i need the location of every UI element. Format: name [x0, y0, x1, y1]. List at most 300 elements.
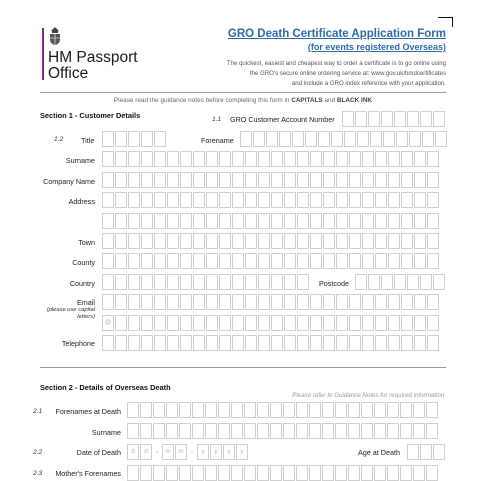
- character-box[interactable]: [336, 213, 348, 229]
- character-box[interactable]: [180, 315, 192, 331]
- character-box[interactable]: [167, 172, 179, 188]
- character-box[interactable]: [348, 465, 360, 481]
- character-box[interactable]: [396, 131, 408, 147]
- character-box[interactable]: [322, 423, 334, 439]
- character-box[interactable]: [297, 315, 309, 331]
- mother-forenames-field[interactable]: [127, 465, 438, 481]
- character-box[interactable]: [355, 111, 367, 127]
- character-box[interactable]: [362, 315, 374, 331]
- character-box[interactable]: [362, 294, 374, 310]
- character-box[interactable]: [206, 335, 218, 351]
- character-box[interactable]: [284, 274, 296, 290]
- character-box[interactable]: [374, 423, 386, 439]
- character-box[interactable]: [323, 233, 335, 249]
- character-box[interactable]: [388, 335, 400, 351]
- character-box[interactable]: [218, 465, 230, 481]
- character-box[interactable]: [388, 315, 400, 331]
- character-box[interactable]: [318, 131, 330, 147]
- character-box[interactable]: [193, 233, 205, 249]
- character-box[interactable]: [219, 253, 231, 269]
- character-box[interactable]: [102, 151, 114, 167]
- character-box[interactable]: [401, 315, 413, 331]
- character-box[interactable]: [387, 465, 399, 481]
- character-box[interactable]: [401, 172, 413, 188]
- character-box[interactable]: [297, 213, 309, 229]
- character-box[interactable]: [279, 131, 291, 147]
- character-box[interactable]: [166, 465, 178, 481]
- character-box[interactable]: [284, 192, 296, 208]
- character-box[interactable]: [323, 253, 335, 269]
- character-box[interactable]: [362, 192, 374, 208]
- character-box[interactable]: [323, 151, 335, 167]
- character-box[interactable]: [414, 151, 426, 167]
- character-box[interactable]: [336, 335, 348, 351]
- character-box[interactable]: [115, 213, 127, 229]
- character-box[interactable]: [323, 315, 335, 331]
- character-box[interactable]: [167, 192, 179, 208]
- character-box[interactable]: m: [175, 444, 187, 460]
- character-box[interactable]: [115, 151, 127, 167]
- character-box[interactable]: [192, 423, 204, 439]
- character-box[interactable]: [245, 294, 257, 310]
- character-box[interactable]: [362, 172, 374, 188]
- character-box[interactable]: [409, 131, 421, 147]
- character-box[interactable]: [245, 274, 257, 290]
- character-box[interactable]: [206, 213, 218, 229]
- character-box[interactable]: [426, 402, 438, 418]
- character-box[interactable]: [128, 172, 140, 188]
- character-box[interactable]: [128, 213, 140, 229]
- character-box[interactable]: [427, 151, 439, 167]
- character-box[interactable]: [271, 274, 283, 290]
- character-box[interactable]: [427, 192, 439, 208]
- character-box[interactable]: [427, 233, 439, 249]
- character-box[interactable]: [426, 465, 438, 481]
- character-box[interactable]: [167, 294, 179, 310]
- character-box[interactable]: [433, 111, 445, 127]
- character-box[interactable]: [206, 253, 218, 269]
- character-box[interactable]: [193, 335, 205, 351]
- character-box[interactable]: [206, 172, 218, 188]
- character-box[interactable]: [115, 335, 127, 351]
- character-box[interactable]: [344, 131, 356, 147]
- character-box[interactable]: [141, 151, 153, 167]
- character-box[interactable]: [388, 233, 400, 249]
- character-box[interactable]: [336, 192, 348, 208]
- character-box[interactable]: [193, 315, 205, 331]
- character-box[interactable]: [427, 213, 439, 229]
- character-box[interactable]: [245, 213, 257, 229]
- character-box[interactable]: [361, 402, 373, 418]
- character-box[interactable]: [258, 172, 270, 188]
- character-box[interactable]: y: [236, 444, 248, 460]
- character-box[interactable]: [193, 274, 205, 290]
- character-box[interactable]: [335, 402, 347, 418]
- character-box[interactable]: [231, 423, 243, 439]
- forename-field[interactable]: [240, 131, 447, 147]
- email-line-2-field[interactable]: [102, 315, 439, 331]
- character-box[interactable]: [414, 315, 426, 331]
- character-box[interactable]: [206, 233, 218, 249]
- character-box[interactable]: [336, 233, 348, 249]
- character-box[interactable]: [232, 315, 244, 331]
- character-box[interactable]: [257, 402, 269, 418]
- character-box[interactable]: [141, 294, 153, 310]
- character-box[interactable]: [426, 423, 438, 439]
- character-box[interactable]: [362, 233, 374, 249]
- character-box[interactable]: [127, 423, 139, 439]
- character-box[interactable]: [206, 315, 218, 331]
- character-box[interactable]: [427, 294, 439, 310]
- character-box[interactable]: [284, 335, 296, 351]
- character-box[interactable]: [381, 274, 393, 290]
- character-box[interactable]: [180, 172, 192, 188]
- character-box[interactable]: [323, 335, 335, 351]
- character-box[interactable]: [219, 213, 231, 229]
- character-box[interactable]: [141, 131, 153, 147]
- character-box[interactable]: [192, 402, 204, 418]
- character-box[interactable]: [127, 465, 139, 481]
- character-box[interactable]: [127, 402, 139, 418]
- county-field[interactable]: [102, 253, 439, 269]
- character-box[interactable]: [381, 111, 393, 127]
- character-box[interactable]: [355, 274, 367, 290]
- character-box[interactable]: y: [223, 444, 235, 460]
- character-box[interactable]: [394, 274, 406, 290]
- forenames-at-death-field[interactable]: [127, 402, 438, 418]
- character-box[interactable]: [427, 253, 439, 269]
- character-box[interactable]: [271, 151, 283, 167]
- character-box[interactable]: [257, 465, 269, 481]
- character-box[interactable]: [284, 172, 296, 188]
- character-box[interactable]: [115, 274, 127, 290]
- postcode-field[interactable]: [355, 274, 445, 290]
- character-box[interactable]: [219, 294, 231, 310]
- character-box[interactable]: [292, 131, 304, 147]
- character-box[interactable]: [258, 151, 270, 167]
- character-box[interactable]: [310, 233, 322, 249]
- character-box[interactable]: [245, 192, 257, 208]
- character-box[interactable]: [206, 192, 218, 208]
- company-name-field[interactable]: [102, 172, 439, 188]
- character-box[interactable]: [115, 294, 127, 310]
- character-box[interactable]: [427, 172, 439, 188]
- character-box[interactable]: [102, 274, 114, 290]
- character-box[interactable]: [407, 274, 419, 290]
- character-box[interactable]: [219, 335, 231, 351]
- character-box[interactable]: [219, 233, 231, 249]
- character-box[interactable]: [401, 253, 413, 269]
- character-box[interactable]: [128, 233, 140, 249]
- character-box[interactable]: [413, 423, 425, 439]
- character-box[interactable]: [140, 423, 152, 439]
- character-box[interactable]: [206, 274, 218, 290]
- character-box[interactable]: [193, 172, 205, 188]
- character-box[interactable]: [309, 402, 321, 418]
- character-box[interactable]: [179, 423, 191, 439]
- character-box[interactable]: [297, 253, 309, 269]
- character-box[interactable]: [375, 213, 387, 229]
- character-box[interactable]: [284, 233, 296, 249]
- character-box[interactable]: [310, 335, 322, 351]
- character-box[interactable]: [271, 315, 283, 331]
- country-field[interactable]: [102, 274, 309, 290]
- character-box[interactable]: [362, 151, 374, 167]
- character-box[interactable]: [258, 315, 270, 331]
- character-box[interactable]: [297, 274, 309, 290]
- character-box[interactable]: [348, 423, 360, 439]
- character-box[interactable]: [401, 192, 413, 208]
- character-box[interactable]: [141, 213, 153, 229]
- character-box[interactable]: [102, 233, 114, 249]
- character-box[interactable]: [154, 192, 166, 208]
- character-box[interactable]: [258, 253, 270, 269]
- character-box[interactable]: [271, 192, 283, 208]
- character-box[interactable]: [297, 151, 309, 167]
- character-box[interactable]: [388, 294, 400, 310]
- character-box[interactable]: [283, 465, 295, 481]
- character-box[interactable]: [322, 402, 334, 418]
- character-box[interactable]: [310, 294, 322, 310]
- character-box[interactable]: [310, 172, 322, 188]
- character-box[interactable]: [219, 151, 231, 167]
- character-box[interactable]: [257, 423, 269, 439]
- character-box[interactable]: [310, 151, 322, 167]
- character-box[interactable]: [348, 402, 360, 418]
- character-box[interactable]: [394, 111, 406, 127]
- character-box[interactable]: [141, 172, 153, 188]
- character-box[interactable]: [375, 151, 387, 167]
- character-box[interactable]: [167, 253, 179, 269]
- character-box[interactable]: [245, 315, 257, 331]
- character-box[interactable]: [232, 151, 244, 167]
- character-box[interactable]: [357, 131, 369, 147]
- character-box[interactable]: [349, 233, 361, 249]
- character-box[interactable]: [270, 402, 282, 418]
- character-box[interactable]: [433, 274, 445, 290]
- character-box[interactable]: [388, 192, 400, 208]
- character-box[interactable]: [141, 335, 153, 351]
- character-box[interactable]: [245, 233, 257, 249]
- character-box[interactable]: [422, 131, 434, 147]
- character-box[interactable]: [102, 335, 114, 351]
- character-box[interactable]: [153, 465, 165, 481]
- character-box[interactable]: [271, 213, 283, 229]
- character-box[interactable]: [414, 253, 426, 269]
- character-box[interactable]: [245, 253, 257, 269]
- character-box[interactable]: [140, 465, 152, 481]
- character-box[interactable]: [427, 315, 439, 331]
- character-box[interactable]: [413, 465, 425, 481]
- character-box[interactable]: [284, 294, 296, 310]
- town-field[interactable]: [102, 233, 439, 249]
- character-box[interactable]: [335, 465, 347, 481]
- character-box[interactable]: [414, 335, 426, 351]
- character-box[interactable]: [179, 402, 191, 418]
- character-box[interactable]: [154, 233, 166, 249]
- character-box[interactable]: [433, 444, 445, 460]
- character-box[interactable]: [375, 253, 387, 269]
- character-box[interactable]: [244, 465, 256, 481]
- character-box[interactable]: [336, 294, 348, 310]
- character-box[interactable]: [180, 213, 192, 229]
- character-box[interactable]: [310, 192, 322, 208]
- character-box[interactable]: [297, 335, 309, 351]
- character-box[interactable]: [141, 233, 153, 249]
- character-box[interactable]: [218, 423, 230, 439]
- character-box[interactable]: [128, 294, 140, 310]
- character-box[interactable]: [128, 315, 140, 331]
- deceased-surname-field[interactable]: [127, 423, 438, 439]
- character-box[interactable]: [102, 192, 114, 208]
- character-box[interactable]: [102, 172, 114, 188]
- character-box[interactable]: [349, 151, 361, 167]
- character-box[interactable]: [284, 315, 296, 331]
- title-field[interactable]: [102, 131, 166, 147]
- character-box[interactable]: [141, 253, 153, 269]
- character-box[interactable]: [388, 213, 400, 229]
- character-box[interactable]: [115, 253, 127, 269]
- character-box[interactable]: [349, 253, 361, 269]
- character-box[interactable]: [297, 294, 309, 310]
- telephone-field[interactable]: [102, 335, 439, 351]
- character-box[interactable]: [154, 315, 166, 331]
- character-box[interactable]: [244, 423, 256, 439]
- character-box[interactable]: [206, 294, 218, 310]
- character-box[interactable]: [310, 315, 322, 331]
- character-box[interactable]: m: [162, 444, 174, 460]
- character-box[interactable]: [284, 151, 296, 167]
- character-box[interactable]: [232, 213, 244, 229]
- character-box[interactable]: [115, 192, 127, 208]
- character-box[interactable]: [206, 151, 218, 167]
- character-box[interactable]: [349, 172, 361, 188]
- character-box[interactable]: [331, 131, 343, 147]
- character-box[interactable]: [240, 131, 252, 147]
- character-box[interactable]: [258, 294, 270, 310]
- character-box[interactable]: [245, 151, 257, 167]
- character-box[interactable]: [323, 213, 335, 229]
- character-box[interactable]: [258, 335, 270, 351]
- character-box[interactable]: [232, 233, 244, 249]
- character-box[interactable]: [336, 253, 348, 269]
- character-box[interactable]: [167, 213, 179, 229]
- character-box[interactable]: d: [127, 444, 139, 460]
- character-box[interactable]: [153, 402, 165, 418]
- character-box[interactable]: [218, 402, 230, 418]
- character-box[interactable]: [167, 233, 179, 249]
- character-box[interactable]: [296, 402, 308, 418]
- character-box[interactable]: [401, 233, 413, 249]
- character-box[interactable]: [128, 335, 140, 351]
- character-box[interactable]: [193, 192, 205, 208]
- character-box[interactable]: [192, 465, 204, 481]
- character-box[interactable]: [374, 465, 386, 481]
- character-box[interactable]: @: [102, 315, 114, 331]
- character-box[interactable]: [231, 402, 243, 418]
- character-box[interactable]: [205, 465, 217, 481]
- character-box[interactable]: [309, 423, 321, 439]
- character-box[interactable]: [401, 335, 413, 351]
- character-box[interactable]: [427, 335, 439, 351]
- character-box[interactable]: [387, 402, 399, 418]
- character-box[interactable]: [193, 213, 205, 229]
- character-box[interactable]: [245, 172, 257, 188]
- character-box[interactable]: [388, 172, 400, 188]
- age-at-death-field[interactable]: [407, 444, 445, 460]
- character-box[interactable]: [375, 192, 387, 208]
- character-box[interactable]: y: [210, 444, 222, 460]
- character-box[interactable]: [401, 151, 413, 167]
- character-box[interactable]: [310, 213, 322, 229]
- character-box[interactable]: [388, 151, 400, 167]
- character-box[interactable]: [413, 402, 425, 418]
- character-box[interactable]: [258, 233, 270, 249]
- character-box[interactable]: [193, 253, 205, 269]
- email-line-1-field[interactable]: [102, 294, 439, 310]
- character-box[interactable]: [154, 253, 166, 269]
- character-box[interactable]: [323, 172, 335, 188]
- character-box[interactable]: [297, 172, 309, 188]
- character-box[interactable]: [115, 131, 127, 147]
- character-box[interactable]: [180, 233, 192, 249]
- character-box[interactable]: [435, 131, 447, 147]
- character-box[interactable]: [270, 465, 282, 481]
- character-box[interactable]: [219, 315, 231, 331]
- character-box[interactable]: [414, 213, 426, 229]
- character-box[interactable]: [271, 253, 283, 269]
- character-box[interactable]: [322, 465, 334, 481]
- character-box[interactable]: [102, 294, 114, 310]
- character-box[interactable]: [271, 335, 283, 351]
- character-box[interactable]: [180, 192, 192, 208]
- character-box[interactable]: [414, 172, 426, 188]
- character-box[interactable]: [231, 465, 243, 481]
- character-box[interactable]: [400, 402, 412, 418]
- character-box[interactable]: [102, 131, 114, 147]
- character-box[interactable]: [362, 253, 374, 269]
- character-box[interactable]: [323, 294, 335, 310]
- character-box[interactable]: [420, 274, 432, 290]
- character-box[interactable]: [245, 335, 257, 351]
- character-box[interactable]: [232, 253, 244, 269]
- character-box[interactable]: [180, 294, 192, 310]
- character-box[interactable]: [374, 402, 386, 418]
- character-box[interactable]: [115, 172, 127, 188]
- character-box[interactable]: [115, 233, 127, 249]
- character-box[interactable]: [167, 274, 179, 290]
- character-box[interactable]: [128, 131, 140, 147]
- character-box[interactable]: [336, 172, 348, 188]
- character-box[interactable]: [180, 335, 192, 351]
- character-box[interactable]: [167, 315, 179, 331]
- character-box[interactable]: [153, 423, 165, 439]
- character-box[interactable]: [361, 423, 373, 439]
- character-box[interactable]: [309, 465, 321, 481]
- character-box[interactable]: [166, 402, 178, 418]
- character-box[interactable]: [414, 294, 426, 310]
- character-box[interactable]: [362, 213, 374, 229]
- character-box[interactable]: [128, 274, 140, 290]
- character-box[interactable]: [219, 172, 231, 188]
- character-box[interactable]: [414, 233, 426, 249]
- character-box[interactable]: [154, 213, 166, 229]
- character-box[interactable]: [368, 111, 380, 127]
- character-box[interactable]: [205, 402, 217, 418]
- character-box[interactable]: [128, 151, 140, 167]
- character-box[interactable]: [253, 131, 265, 147]
- character-box[interactable]: [284, 253, 296, 269]
